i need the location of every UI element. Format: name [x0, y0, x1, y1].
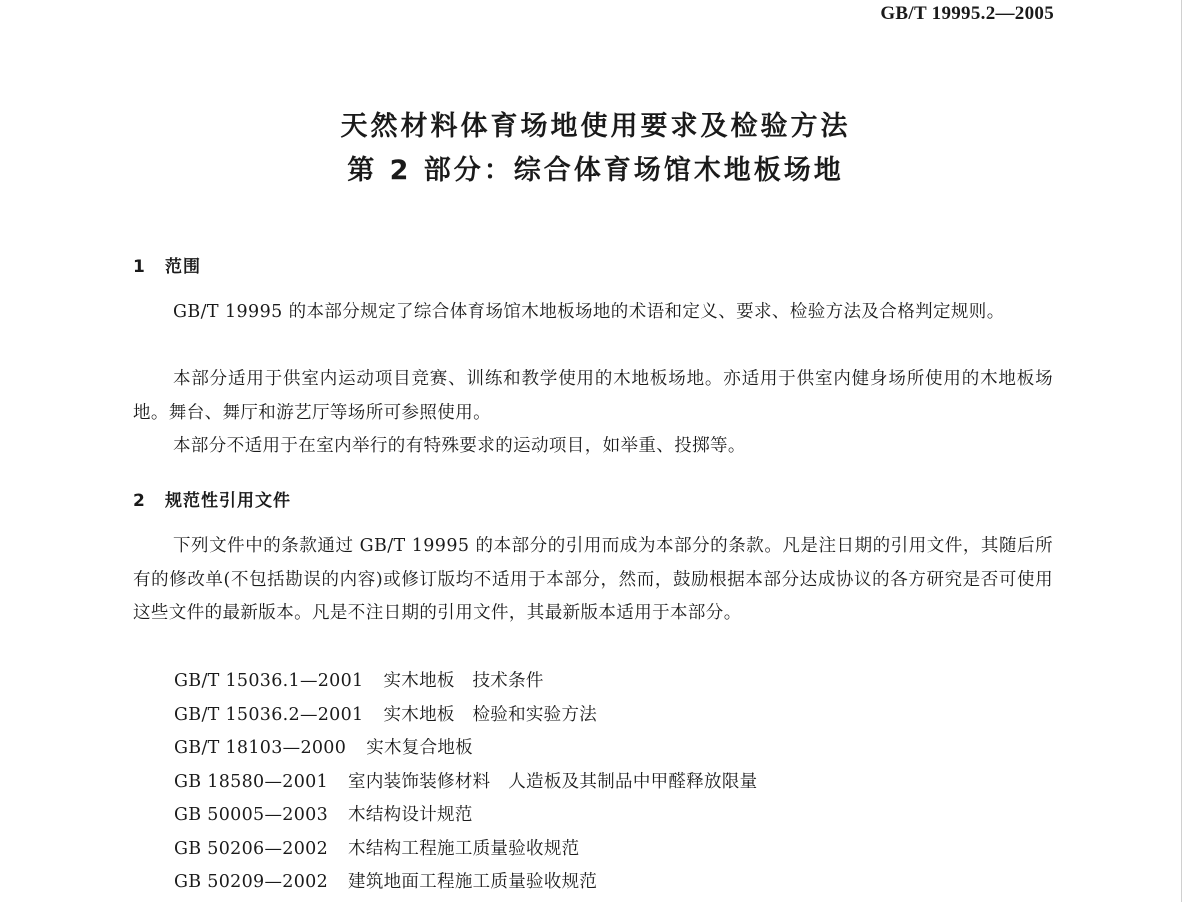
reference-code: GB 50206—2002: [174, 838, 329, 859]
section-2-heading: [133, 486, 291, 511]
reference-code: GB/T 18103—2000: [174, 738, 347, 758]
reference-code: GB 18580—2001: [174, 771, 329, 792]
section-1-paragraph-3: 本部分不适用于在室内举行的有特殊要求的运动项目，如举重、投掷等。: [173, 436, 746, 456]
reference-title: 木结构工程施工质量验收规范: [348, 838, 580, 859]
section-1-heading: [133, 252, 201, 277]
section-1-paragraph-1: GB/T 19995 的本部分规定了综合体育场馆木地板场地的术语和定义、要求、检验方法及合格判定规则。: [173, 302, 1005, 322]
normative-references-list: [174, 665, 757, 900]
section-2-paragraph-1: 下列文件中的条款通过 GB/T 19995 的本部分的引用而成为本部分的条款。凡是注日期的引用文件，其随后所有的修改单(不包括勘误的内容)或修订版均不适用于本部分，然而，鼓励根据本部分达成协议的各方研究是否可使用这些文件的最新版本。凡是不注日期的引用文件，其最新版本适用于本部分。: [133, 536, 1053, 623]
reference-code: GB 50005—2003: [174, 805, 329, 825]
reference-item: [174, 799, 757, 833]
reference-item: [174, 699, 757, 733]
section-1-paragraph-2: 本部分适用于供室内运动项目竞赛、训练和教学使用的木地板场地。亦适用于供室内健身场所使用的木地板场地。舞台、舞厅和游艺厅等场所可参照使用。: [133, 369, 1053, 423]
reference-item: [174, 732, 757, 766]
reference-title: 实木地板 技术条件: [383, 671, 544, 691]
reference-item: [174, 833, 757, 867]
reference-item: [174, 766, 757, 800]
reference-code: GB 50209—2002: [174, 872, 329, 892]
reference-code: GB/T 15036.1—2001: [174, 671, 364, 691]
reference-item: [174, 866, 757, 900]
document-title-line-1: 天然材料体育场地使用要求及检验方法: [340, 111, 851, 142]
section-2-title: 规范性引用文件: [165, 491, 291, 511]
standard-code: GB/T 19995.2—2005: [880, 3, 1054, 24]
reference-title: 实木地板 检验和实验方法: [383, 704, 598, 725]
section-2-number: 2: [133, 491, 146, 511]
reference-code: GB/T 15036.2—2001: [174, 704, 364, 725]
reference-title: 建筑地面工程施工质量验收规范: [348, 872, 598, 892]
reference-title: 实木复合地板: [366, 738, 473, 758]
reference-title: 木结构设计规范: [348, 805, 473, 825]
document-title-line-2: 第 2 部分：综合体育场馆木地板场地: [347, 155, 844, 186]
section-1-title: 范围: [165, 257, 201, 277]
reference-title: 室内装饰装修材料 人造板及其制品中甲醛释放限量: [348, 771, 758, 792]
reference-item: [174, 665, 757, 699]
section-1-number: 1: [133, 257, 146, 277]
